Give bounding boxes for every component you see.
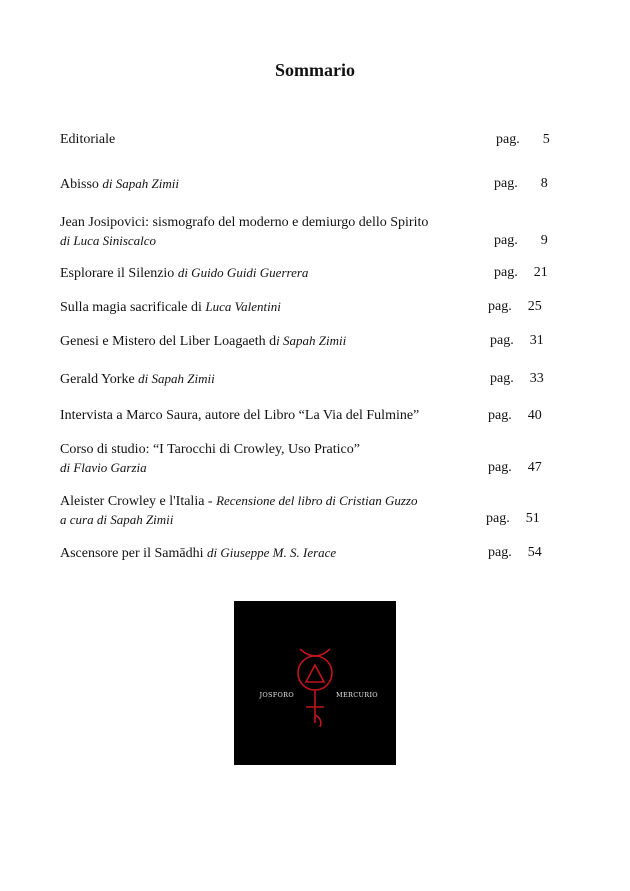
toc-entry-silenzio[interactable] bbox=[60, 264, 308, 283]
toc-entry-editoriale[interactable] bbox=[60, 131, 115, 149]
circle-mark bbox=[298, 656, 332, 690]
entry-author: a cura di Sapah Zimii bbox=[60, 512, 174, 527]
entry-author: Luca Valentini bbox=[205, 299, 281, 314]
entry-author: di Luca Siniscalco bbox=[60, 233, 157, 248]
page-ref: pag. 51 bbox=[486, 511, 540, 526]
entry-title: Editoriale bbox=[60, 132, 116, 147]
toc-entry-magia[interactable] bbox=[60, 298, 281, 317]
entry-author: di Giuseppe M. S. Ierace bbox=[206, 545, 337, 560]
entry-author: di Sapah Zimii bbox=[102, 176, 179, 191]
entry-title: Jean Josipovici: sismografo del moderno e demiurgo dello Spirito bbox=[60, 215, 429, 230]
entry-subtitle: Recensione del libro di Cristian Guzzo bbox=[216, 493, 418, 508]
entry-author: i Sapah Zimii bbox=[276, 333, 347, 348]
logo-left-text: JOSFORO bbox=[259, 691, 294, 699]
page-ref: pag. 5 bbox=[496, 132, 550, 147]
toc-entry-samadhi[interactable] bbox=[60, 544, 336, 563]
toc-entry-loagaeth[interactable] bbox=[60, 332, 346, 351]
triangle-mark bbox=[306, 665, 324, 682]
entry-author: di Flavio Garzia bbox=[60, 460, 147, 475]
page-ref: pag. 21 bbox=[494, 265, 548, 280]
toc-entry-tarocchi[interactable] bbox=[60, 441, 360, 478]
horns-mark bbox=[300, 649, 330, 656]
page-ref: pag. 33 bbox=[490, 371, 544, 386]
toc-entry-yorke[interactable] bbox=[60, 370, 215, 389]
entry-title: Genesi e Mistero del Liber Loagaeth d bbox=[60, 334, 277, 349]
entry-title: Corso di studio: “I Tarocchi di Crowley, Uso Pratico” bbox=[60, 442, 360, 457]
entry-title: Abisso bbox=[60, 177, 103, 192]
mercury-symbol-icon bbox=[234, 601, 396, 765]
publisher-logo bbox=[234, 601, 396, 765]
page-title: Sommario bbox=[275, 60, 355, 80]
entry-title: Sulla magia sacrificale di bbox=[60, 300, 206, 315]
entry-author: di Sapah Zimii bbox=[138, 371, 215, 386]
toc-entry-intervista[interactable] bbox=[60, 407, 419, 425]
page-ref: pag. 54 bbox=[488, 545, 542, 560]
entry-author: di Guido Guidi Guerrera bbox=[177, 265, 309, 280]
toc-entry-josipovici[interactable] bbox=[60, 214, 428, 251]
tail-mark bbox=[315, 715, 321, 727]
entry-title: Esplorare il Silenzio bbox=[60, 266, 178, 281]
page-ref: pag. 47 bbox=[488, 460, 542, 475]
toc-entry-abisso[interactable] bbox=[60, 175, 179, 194]
entry-title: Ascensore per il Samādhi bbox=[60, 546, 207, 561]
page-ref: pag. 8 bbox=[494, 176, 548, 191]
logo-right-text: MERCURIO bbox=[336, 691, 378, 699]
page-ref: pag. 9 bbox=[494, 233, 548, 248]
page-ref: pag. 40 bbox=[488, 408, 542, 423]
entry-title: Gerald Yorke bbox=[60, 372, 139, 387]
entry-title: Intervista a Marco Saura, autore del Libro “La Via del Fulmine” bbox=[60, 408, 420, 423]
entry-title: Aleister Crowley e l'Italia - bbox=[60, 494, 217, 509]
page-ref: pag. 31 bbox=[490, 333, 544, 348]
page-ref: pag. 25 bbox=[488, 299, 542, 314]
toc-entry-crowley-italia[interactable] bbox=[60, 492, 417, 530]
